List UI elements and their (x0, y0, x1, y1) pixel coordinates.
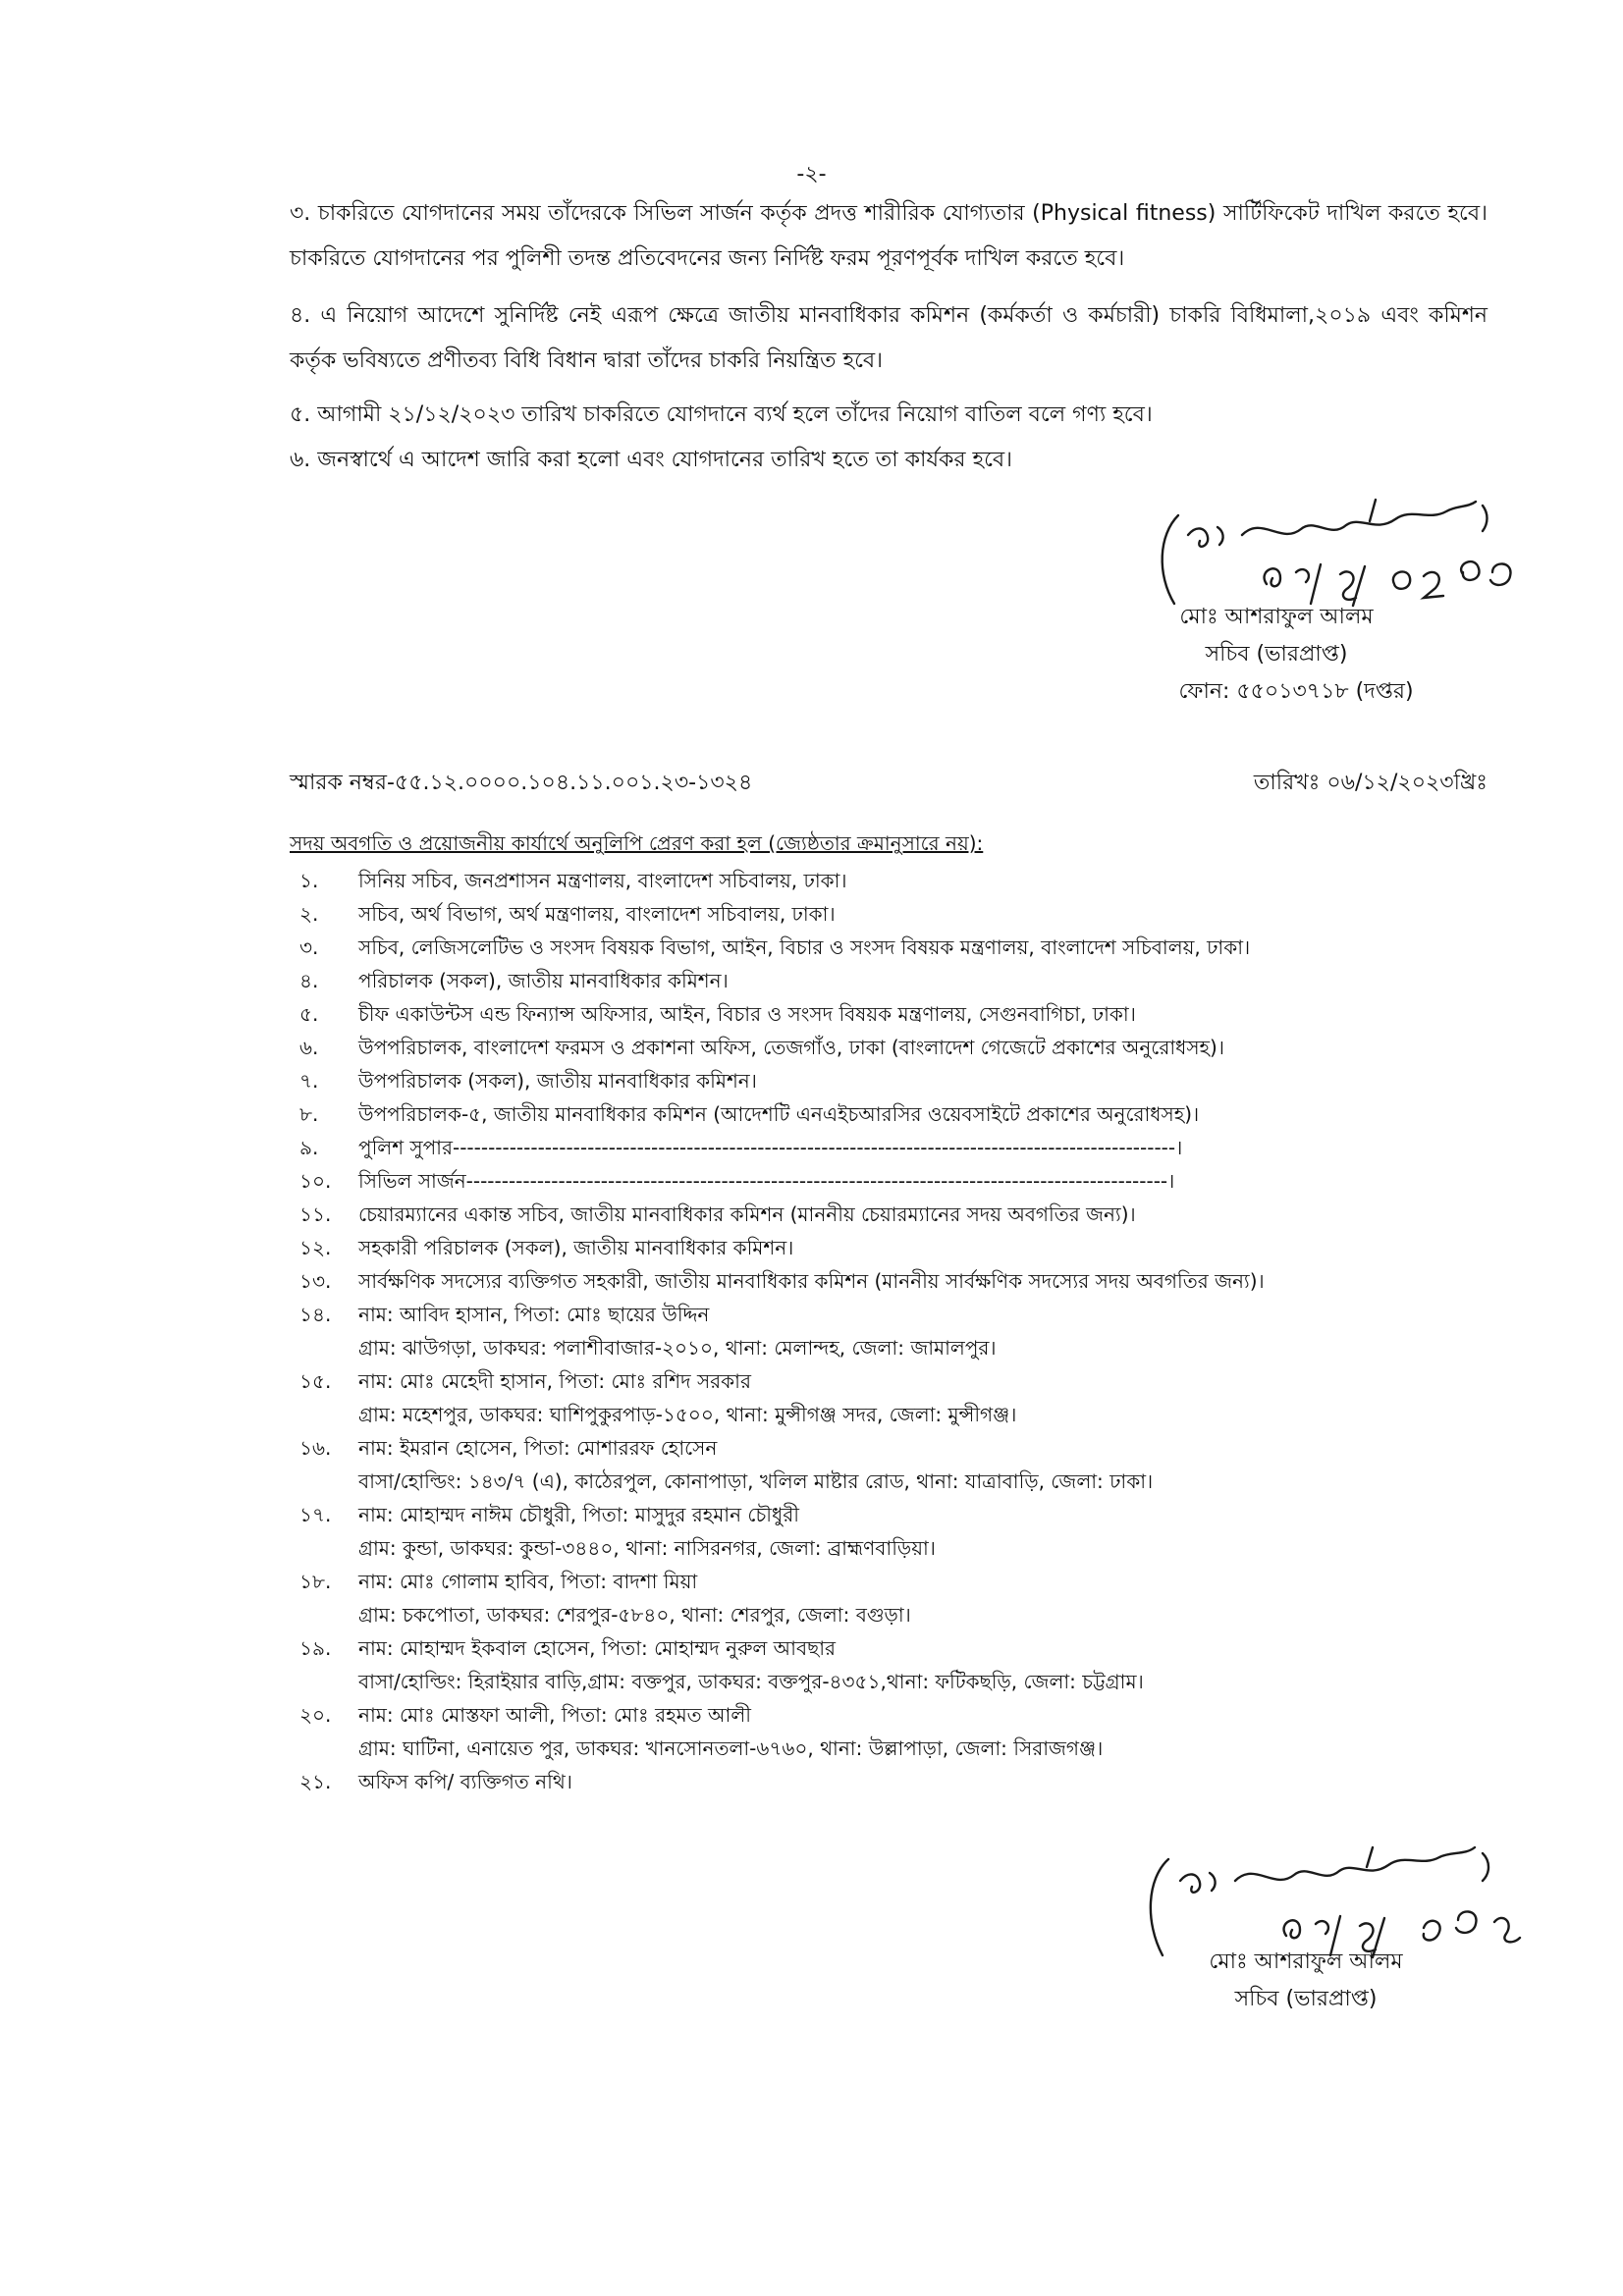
list-item-line1: নাম: মোহাম্মদ নাঈম চৌধুরী, পিতা: মাসুদুর রহমান চৌধুরী (358, 1503, 799, 1526)
list-item-line1: সিনিয় সচিব, জনপ্রশাসন মন্ত্রণালয়, বাংলাদেশ সচিবালয়, ঢাকা। (358, 869, 847, 892)
list-item-body (358, 1498, 1497, 1565)
list-item-number: ২. (299, 902, 319, 926)
list-item-line1: উপপরিচালক-৫, জাতীয় মানবাধিকার কমিশন (আদেশটি এনএইচআরসির ওয়েবসাইটে প্রকাশের অনুরোধসহ)। (358, 1102, 1200, 1126)
list-item-number: ১৩. (299, 1269, 332, 1293)
list-item-line1: পরিচালক (সকল), জাতীয় মানবাধিকার কমিশন। (358, 969, 729, 992)
list-item-body (358, 1364, 1497, 1431)
list-item-body (358, 1231, 1497, 1264)
list-item-line1: উপপরিচালক, বাংলাদেশ ফরমস ও প্রকাশনা অফিস, তেজগাঁও, ঢাকা (বাংলাদেশ গেজেটে প্রকাশের অনুরোধসহ)। (358, 1036, 1225, 1059)
distribution-list (299, 864, 1497, 1798)
list-item-number: ৯. (299, 1136, 319, 1159)
list-item (299, 864, 1497, 897)
list-item-line1: সিভিল সার্জন---------------------------------------------------------------------------------------------------। (358, 1169, 1175, 1193)
list-item-line1: পুলিশ সুপার------------------------------------------------------------------------------------------------------। (358, 1136, 1183, 1159)
list-item (299, 1131, 1497, 1164)
list-item (299, 1231, 1497, 1264)
order-paragraphs (290, 191, 1488, 492)
list-item (299, 1565, 1497, 1631)
memo-row (290, 766, 1488, 802)
signatory-designation: সচিব (ভারপ্রাপ্ত) (1205, 642, 1348, 667)
memo-number: স্মারক নম্বর-৫৫.১২.০০০০.১০৪.১১.০০১.২৩-১৩২৪ (290, 771, 753, 795)
list-item-line1: সচিব, লেজিসলেটিভ ও সংসদ বিষয়ক বিভাগ, আইন, বিচার ও সংসদ বিষয়ক মন্ত্রণালয়, বাংলাদেশ সচিবালয়, ঢাকা। (358, 935, 1251, 959)
list-item-line2: গ্রাম: ঝাউগড়া, ডাকঘর: পলাশীবাজার-২০১০, থানা: মেলান্দহ, জেলা: জামালপুর। (358, 1336, 997, 1360)
list-item-body (358, 1064, 1497, 1097)
list-item (299, 1765, 1497, 1798)
list-item-body (358, 1431, 1497, 1498)
list-item-body (358, 1131, 1497, 1164)
list-item-body (358, 1298, 1497, 1364)
list-item-line1: নাম: মোঃ মেহেদী হাসান, পিতা: মোঃ রশিদ সরকার (358, 1369, 751, 1393)
list-item (299, 1698, 1497, 1765)
list-item (299, 1198, 1497, 1231)
list-item (299, 1364, 1497, 1431)
list-item-line2: বাসা/হোল্ডিং: হিরাইয়ার বাড়ি,গ্রাম: বক্তপুর, ডাকঘর: বক্তপুর-৪৩৫১,থানা: ফটিকছড়ি, জেলা: চট্টগ্রাম। (358, 1670, 1144, 1693)
list-item-line1: চীফ একাউন্টস এন্ড ফিন্যান্স অফিসার, আইন, বিচার ও সংসদ বিষয়ক মন্ত্রণালয়, সেগুনবাগিচা, ঢাকা। (358, 1002, 1136, 1026)
list-item-number: ১০. (299, 1169, 332, 1193)
list-item-line1: উপপরিচালক (সকল), জাতীয় মানবাধিকার কমিশন। (358, 1069, 757, 1093)
list-item-body (358, 1164, 1497, 1198)
list-item-number: ১৫. (299, 1369, 332, 1393)
list-item-number: ১২. (299, 1236, 332, 1259)
list-item-body (358, 1264, 1497, 1298)
list-item (299, 897, 1497, 931)
list-item (299, 1031, 1497, 1064)
list-item-line2: গ্রাম: চকপোতা, ডাকঘর: শেরপুর-৫৮৪০, থানা: শেরপুর, জেলা: বগুড়া। (358, 1603, 911, 1627)
list-item-line1: নাম: আবিদ হাসান, পিতা: মোঃ ছায়ের উদ্দিন (358, 1303, 710, 1326)
list-item-number: ৪. (299, 969, 319, 992)
list-item-body (358, 997, 1497, 1031)
list-item-line1: অফিস কপি/ ব্যক্তিগত নথি। (358, 1770, 572, 1793)
list-item-body (358, 1031, 1497, 1064)
list-item-number: ৬. (299, 1036, 319, 1059)
signatory-name-2: মোঃ আশরাফুল আলম (1209, 1949, 1403, 1974)
list-item-body (358, 1198, 1497, 1231)
list-item-number: ১. (299, 869, 319, 892)
list-item-number: ১৮. (299, 1570, 332, 1593)
list-item-line1: সচিব, অর্থ বিভাগ, অর্থ মন্ত্রণালয়, বাংলাদেশ সচিবালয়, ঢাকা। (358, 902, 836, 926)
list-item-body (358, 1565, 1497, 1631)
list-item-line2: বাসা/হোল্ডিং: ১৪৩/৭ (এ), কাঠেরপুল, কোনাপাড়া, খলিল মাষ্টার রোড, থানা: যাত্রাবাড়ি, জেলা: ঢাকা। (358, 1469, 1154, 1493)
signatory-name: মোঃ আশরাফুল আলম (1179, 605, 1374, 629)
list-item-body (358, 1698, 1497, 1765)
list-item-number: ১৯. (299, 1636, 332, 1660)
list-item-body (358, 897, 1497, 931)
list-item-body (358, 964, 1497, 997)
paragraph-3: ৩. চাকরিতে যোগদানের সময় তাঁদেরকে সিভিল সার্জন কর্তৃক প্রদত্ত শারীরিক যোগ্যতার (Physical fitness) সার্টিফিকেট দাখিল করতে হবে। চাকরিতে যোগদানের পর পুলিশী তদন্ত প্রতিবেদনের জন্য নির্দিষ্ট ফরম পূরণপূর্বক দাখিল করতে হবে। (290, 201, 1488, 271)
list-item-line1: চেয়ারম্যানের একান্ত সচিব, জাতীয় মানবাধিকার কমিশন (মাননীয় চেয়ারম্যানের সদয় অবগতির জন্য)। (358, 1202, 1136, 1226)
list-item-number: ১৬. (299, 1436, 332, 1460)
list-item-body (358, 931, 1497, 964)
list-item (299, 1631, 1497, 1698)
list-item-number: ১৪. (299, 1303, 332, 1326)
list-item (299, 964, 1497, 997)
paragraph-5: ৫. আগামী ২১/১২/২০২৩ তারিখ চাকরিতে যোগদানে ব্যর্থ হলে তাঁদের নিয়োগ বাতিল বলে গণ্য হবে। (290, 402, 1153, 427)
distribution-heading: সদয় অবগতি ও প্রয়োজনীয় কার্যার্থে অনুলিপি প্রেরণ করা হল (জ্যেষ্ঠতার ক্রমানুসারে নয়): (290, 831, 984, 855)
signature-block-2 (1139, 1944, 1473, 2018)
list-item-line1: নাম: মোঃ মোস্তফা আলী, পিতা: মোঃ রহমত আলী (358, 1703, 751, 1727)
list-item-line1: নাম: মোঃ গোলাম হাবিব, পিতা: বাদশা মিয়া (358, 1570, 698, 1593)
list-item-number: ১৭. (299, 1503, 332, 1526)
list-item-number: ৩. (299, 935, 319, 959)
list-item-body (358, 864, 1497, 897)
list-item-line2: গ্রাম: মহেশপুর, ডাকঘর: ঘাশিপুকুরপাড়-১৫০০, থানা: মুন্সীগঞ্জ সদর, জেলা: মুন্সীগঞ্জ। (358, 1403, 1017, 1426)
list-item (299, 1264, 1497, 1298)
signatory-phone: ফোন: ৫৫০১৩৭১৮ (দপ্তর) (1178, 679, 1414, 704)
list-item-number: ২০. (299, 1703, 332, 1727)
list-item-number: ১১. (299, 1202, 332, 1226)
list-item-line1: সার্বক্ষণিক সদস্যের ব্যক্তিগত সহকারী, জাতীয় মানবাধিকার কমিশন (মাননীয় সার্বক্ষণিক সদস্যের সদয় অবগতির জন্য)। (358, 1269, 1265, 1293)
memo-date: তারিখঃ ০৬/১২/২০২৩খ্রিঃ (1253, 771, 1488, 795)
list-item (299, 931, 1497, 964)
signature-block-1 (1100, 599, 1453, 711)
list-item-number: ৫. (299, 1002, 319, 1026)
list-item-body (358, 1765, 1497, 1798)
list-item (299, 997, 1497, 1031)
list-item-line2: গ্রাম: ঘাটিনা, এনায়েত পুর, ডাকঘর: খানসোনতলা-৬৭৬০, থানা: উল্লাপাড়া, জেলা: সিরাজগঞ্জ। (358, 1736, 1104, 1760)
list-item-number: ২১. (299, 1770, 332, 1793)
page-number: -২- (796, 162, 827, 187)
list-item (299, 1064, 1497, 1097)
list-item (299, 1498, 1497, 1565)
list-item-body (358, 1631, 1497, 1698)
paragraph-6: ৬. জনস্বার্থে এ আদেশ জারি করা হলো এবং যোগদানের তারিখ হতে তা কার্যকর হবে। (290, 448, 1013, 472)
list-item-line1: নাম: ইমরান হোসেন, পিতা: মোশাররফ হোসেন (358, 1436, 718, 1460)
list-item-body (358, 1097, 1497, 1131)
list-item-number: ৮. (299, 1102, 319, 1126)
list-item (299, 1298, 1497, 1364)
paragraph-4: ৪. এ নিয়োগ আদেশে সুনির্দিষ্ট নেই এরূপ ক্ষেত্রে জাতীয় মানবাধিকার কমিশন (কর্মকর্তা ও কর্মচারী) চাকরি বিধিমালা,২০১৯ এবং কমিশন কর্তৃক ভবিষ্যতে প্রণীতব্য বিধি বিধান দ্বারা তাঁদের চাকরি নিয়ন্ত্রিত হবে। (290, 303, 1488, 373)
list-item-line2: গ্রাম: কুন্ডা, ডাকঘর: কুন্ডা-৩৪৪০, থানা: নাসিরনগর, জেলা: ব্রাহ্মণবাড়িয়া। (358, 1536, 936, 1560)
list-item-line1: নাম: মোহাম্মদ ইকবাল হোসেন, পিতা: মোহাম্মদ নুরুল আবছার (358, 1636, 837, 1660)
list-item (299, 1164, 1497, 1198)
list-item-line1: সহকারী পরিচালক (সকল), জাতীয় মানবাধিকার কমিশন। (358, 1236, 794, 1259)
list-item (299, 1431, 1497, 1498)
list-item-number: ৭. (299, 1069, 319, 1093)
signatory-designation-2: সচিব (ভারপ্রাপ্ত) (1234, 1987, 1378, 2011)
list-item (299, 1097, 1497, 1131)
